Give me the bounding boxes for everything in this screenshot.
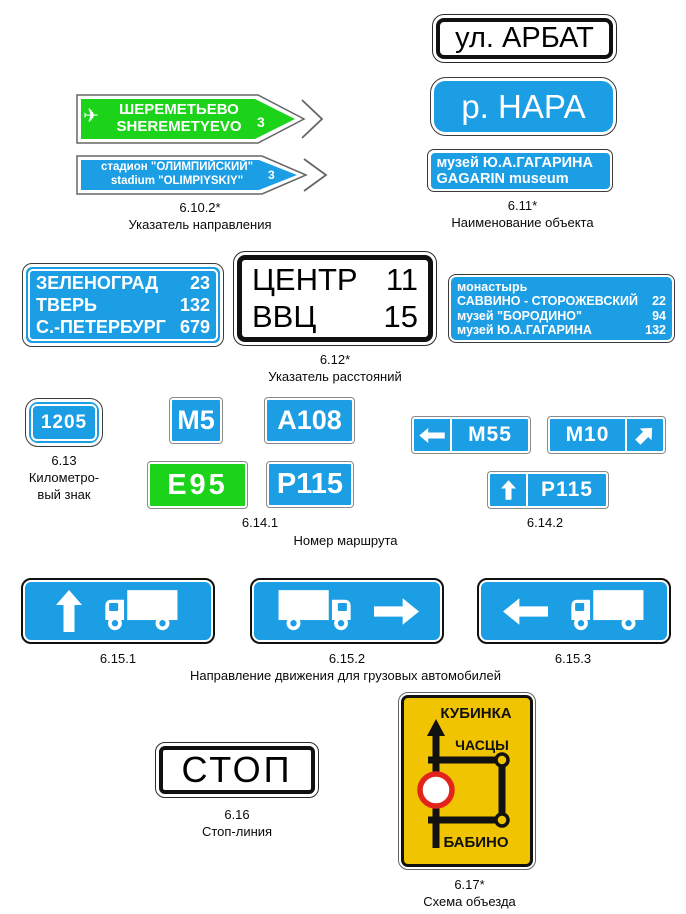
distance-row	[457, 294, 666, 309]
distance-row	[457, 323, 666, 338]
label-kilometer-1: Километро-	[28, 470, 100, 485]
route-plate-m55	[412, 417, 530, 453]
caption-object-name	[420, 197, 625, 231]
city-name: ТВЕРЬ	[36, 294, 97, 315]
distance-row	[36, 273, 210, 294]
code-6-13: 6.13	[51, 453, 77, 468]
code-6-15-2: 6.15.2	[328, 651, 366, 666]
code-6-15-1: 6.15.1	[99, 651, 137, 666]
km-value: 132	[179, 294, 210, 315]
detour-bottom-label: БАБИНО	[443, 834, 509, 851]
airplane-icon: ✈	[83, 106, 99, 127]
poi-name: музей "БОРОДИНО"	[457, 308, 582, 323]
caption-kilometer	[10, 452, 118, 503]
code-6-14-2: 6.14.2	[526, 515, 564, 530]
sign-direction-green	[76, 94, 328, 144]
distance-row	[252, 299, 418, 335]
sign-detour-scheme	[398, 692, 536, 870]
route-plate-p115	[267, 462, 353, 507]
direction-blue-distance: 3	[268, 168, 275, 182]
distance-row	[36, 317, 210, 338]
kilometer-value: 1205	[40, 411, 88, 433]
poi-name: САВВИНО - СТОРОЖЕВСКИЙ	[457, 294, 638, 308]
sign-street-arbat	[432, 14, 617, 63]
direction-green-distance: 3	[257, 114, 265, 130]
detour-middle-label: ЧАСЦЫ	[455, 737, 509, 753]
route-number: Р115	[276, 468, 344, 500]
direction-green-line1: ШЕРЕМЕТЬЕВО	[119, 101, 239, 118]
code-6-12: 6.12*	[319, 352, 351, 367]
city-name: ВВЦ	[252, 298, 317, 334]
street-name: ул. АРБАТ	[436, 18, 613, 59]
sign-river-nara	[430, 77, 617, 136]
city-name: ЦЕНТР	[252, 262, 358, 298]
caption-route2	[490, 514, 600, 531]
detour-top-label: КУБИНКА	[440, 705, 512, 722]
truck-icon	[276, 588, 358, 635]
up-right-arrow-icon	[625, 419, 663, 451]
caption-route-number	[243, 532, 448, 549]
km-value: 23	[189, 272, 210, 293]
route-number: Р115	[541, 478, 593, 501]
sign-6-15-2	[250, 578, 444, 644]
km-value: 132	[645, 323, 666, 337]
distance-row	[457, 309, 666, 324]
code-6-17: 6.17*	[454, 877, 485, 892]
route-plate-m10	[548, 417, 665, 453]
poi-name: музей Ю.А.ГАГАРИНА	[457, 323, 592, 337]
label-object-name: Наименование объекта	[451, 215, 594, 230]
direction-blue-line1: стадион "ОЛИМПИЙСКИЙ"	[100, 161, 254, 173]
km-value: 15	[383, 298, 418, 334]
sign-distances-left	[22, 263, 224, 347]
caption-detour	[412, 876, 527, 910]
route-number: М5	[177, 405, 215, 435]
code-6-14-1: 6.14.1	[241, 515, 279, 530]
label-route-number: Номер маршрута	[293, 533, 398, 548]
truck-icon	[564, 588, 646, 635]
label-detour: Схема объезда	[423, 894, 516, 909]
truck-icon	[98, 588, 180, 635]
route-number: А108	[277, 405, 342, 435]
sign-distances-center	[233, 251, 437, 346]
route-plate-m5	[170, 398, 222, 443]
sign-6-15-1	[21, 578, 215, 644]
route-plate-e95	[148, 462, 247, 508]
km-value: 94	[652, 308, 666, 323]
distance-header: монастырь	[457, 279, 528, 294]
direction-blue-line2: stadium "OLIMPIYSKIY"	[110, 174, 244, 187]
city-name: С.-ПЕТЕРБУРГ	[36, 316, 166, 337]
right-arrow-icon	[374, 598, 419, 625]
museum-line2: GAGARIN museum	[436, 170, 569, 187]
label-trucks: Направление движения для грузовых автомобилей	[190, 668, 501, 683]
km-value: 22	[652, 294, 666, 308]
caption-direction	[85, 199, 315, 233]
label-distances: Указатель расстояний	[268, 369, 402, 384]
sign-6-15-3	[477, 578, 671, 644]
km-value: 11	[385, 262, 418, 298]
route-number: М10	[565, 423, 610, 446]
route-number: Е95	[167, 468, 228, 501]
left-arrow-icon	[414, 419, 452, 451]
code-6-11: 6.11*	[507, 198, 538, 213]
route-number: М55	[468, 423, 512, 446]
direction-green-line2: SHEREMETYEVO	[116, 118, 242, 135]
museum-line1: музей Ю.А.ГАГАРИНА	[436, 154, 594, 171]
caption-trucks	[93, 667, 598, 684]
label-stop: Стоп-линия	[201, 824, 273, 839]
code-6-16: 6.16	[224, 807, 250, 822]
sign-direction-blue	[76, 155, 332, 195]
sign-kilometer	[25, 398, 103, 447]
sign-gagarin-museum	[427, 149, 613, 192]
distance-row	[252, 262, 418, 298]
river-name: р. НАРА	[434, 81, 613, 132]
route-plate-a108	[265, 398, 354, 443]
sign-distances-right	[448, 274, 675, 343]
up-arrow-icon	[56, 590, 82, 632]
caption-route1	[205, 514, 315, 531]
km-value: 679	[179, 316, 210, 337]
label-kilometer-2: вый знак	[37, 487, 91, 502]
route-plate-p115-up	[488, 472, 608, 508]
detour-scheme	[404, 698, 531, 864]
no-entry-icon	[420, 774, 452, 806]
junction-node	[496, 754, 508, 766]
stop-text: СТОП	[159, 746, 315, 794]
up-arrow-icon	[490, 474, 528, 506]
distance-row	[36, 295, 210, 316]
left-arrow-icon	[503, 598, 548, 625]
sign-stop	[155, 742, 319, 798]
label-direction: Указатель направления	[128, 217, 272, 232]
junction-node	[496, 814, 508, 826]
caption-distances	[230, 351, 440, 385]
code-6-10-2: 6.10.2*	[179, 200, 221, 215]
caption-stop	[177, 806, 297, 840]
city-name: ЗЕЛЕНОГРАД	[36, 272, 159, 293]
code-6-15-3: 6.15.3	[554, 651, 592, 666]
